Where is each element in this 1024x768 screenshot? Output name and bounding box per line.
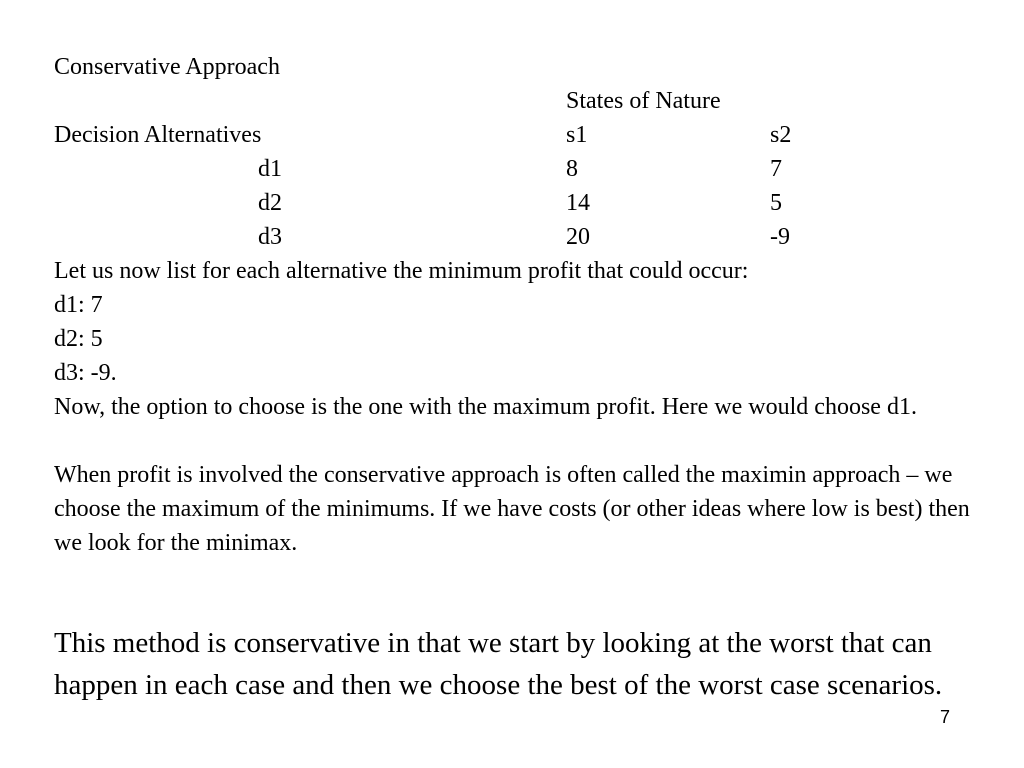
intro-text: Let us now list for each alternative the minimum profit that could occur: xyxy=(54,258,749,284)
table-group-header: States of Nature xyxy=(566,88,721,114)
maximin-paragraph: When profit is involved the conservative approach is often called the maximin approach – we choose the maximum of the minimums. If we have costs (or other ideas where low is best) then we look for the minimax. xyxy=(54,462,970,556)
table-cell: 7 xyxy=(770,156,782,182)
choice-paragraph: Now, the option to choose is the one with the maximum profit. Here we would choose d1. xyxy=(54,394,917,420)
minimum-item: d3: -9. xyxy=(54,360,117,386)
table-cell: 14 xyxy=(566,190,590,216)
table-cell: 20 xyxy=(566,224,590,250)
row-label: d1 xyxy=(258,156,282,182)
table-cell: 5 xyxy=(770,190,782,216)
minimum-item: d1: 7 xyxy=(54,292,103,318)
row-label: d3 xyxy=(258,224,282,250)
minimum-item: d2: 5 xyxy=(54,326,103,352)
row-label: d2 xyxy=(258,190,282,216)
page-number: 7 xyxy=(940,707,951,727)
table-cell: 8 xyxy=(566,156,578,182)
row-header: Decision Alternatives xyxy=(54,122,262,148)
column-header-s1: s1 xyxy=(566,122,588,148)
table-cell: -9 xyxy=(770,224,790,250)
summary-paragraph: This method is conservative in that we start by looking at the worst that can happen in each case and then we choose the best of the worst case scenarios. xyxy=(54,627,943,701)
slide-title: Conservative Approach xyxy=(54,54,280,80)
column-header-s2: s2 xyxy=(770,122,792,148)
